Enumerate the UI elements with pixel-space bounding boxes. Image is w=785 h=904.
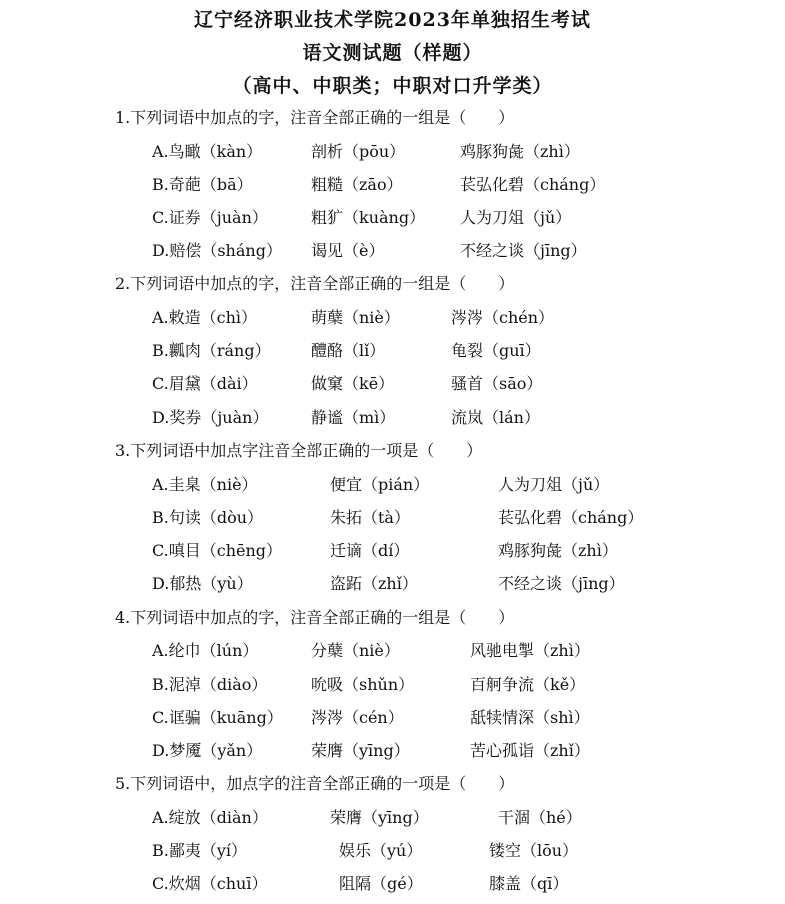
header-title-3: （高中、中职类；中职对口升学类） <box>232 75 553 97</box>
option-cell: 朱拓（tà） <box>330 508 410 527</box>
option-cell: 做窠（kē） <box>311 374 395 393</box>
option-cell: 不经之谈（jīng） <box>460 241 587 260</box>
option-cell: 百舸争流（kě） <box>470 675 586 694</box>
question-stem: 5.下列词语中，加点字的注音全部正确的一项是（ ） <box>115 774 515 793</box>
option-cell: C.诓骗（kuāng） <box>152 708 283 727</box>
option-cell: 涔涔（cén） <box>311 708 404 727</box>
option-cell: B.泥淖（diào） <box>152 675 268 694</box>
option-cell: 萌蘖（niè） <box>311 308 400 327</box>
option-cell: 人为刀俎（jǔ） <box>460 208 572 227</box>
option-cell: 盗跖（zhǐ） <box>330 574 418 593</box>
option-cell: C.嗔目（chēng） <box>152 541 283 560</box>
option-cell: C.眉黛（dài） <box>152 374 258 393</box>
option-cell: 苌弘化碧（cháng） <box>460 175 606 194</box>
option-cell: 龟裂（guī） <box>451 341 541 360</box>
option-cell: 醴酪（lǐ） <box>311 341 386 360</box>
option-cell: B.瓤肉（ráng） <box>152 341 271 360</box>
header-title-2: 语文测试题（样题） <box>302 42 483 64</box>
option-cell: 剖析（pōu） <box>311 142 406 161</box>
question-stem: 4.下列词语中加点的字，注音全部正确的一组是（ ） <box>115 608 515 627</box>
option-cell: 荣膺（yīng） <box>330 808 429 827</box>
header-title-1: 辽宁经济职业技术学院2023年单独招生考试 <box>194 9 591 31</box>
option-cell: A.绽放（diàn） <box>152 808 268 827</box>
option-cell: 荣膺（yīng） <box>311 741 410 760</box>
option-cell: B.句读（dòu） <box>152 508 264 527</box>
option-cell: D.赔偿（sháng） <box>152 241 282 260</box>
option-cell: 吮吸（shǔn） <box>311 675 415 694</box>
option-cell: A.圭臬（niè） <box>152 475 258 494</box>
option-cell: 静谧（mì） <box>311 408 396 427</box>
option-cell: 谒见（è） <box>311 241 385 260</box>
option-cell: 迁谪（dí） <box>330 541 410 560</box>
option-cell: B.奇葩（bā） <box>152 175 253 194</box>
option-cell: 分蘖（niè） <box>311 641 400 660</box>
option-cell: 人为刀俎（jǔ） <box>498 475 610 494</box>
option-cell: 鸡豚狗彘（zhì） <box>460 142 580 161</box>
option-cell: A.敕造（chì） <box>152 308 258 327</box>
option-cell: 粗糙（zāo） <box>311 175 403 194</box>
option-cell: 膝盖（qī） <box>489 874 569 893</box>
option-cell: 便宜（pián） <box>330 475 430 494</box>
option-cell: A.纶巾（lún） <box>152 641 259 660</box>
option-cell: 娱乐（yú） <box>339 841 423 860</box>
option-cell: 干涸（hé） <box>498 808 582 827</box>
option-cell: 苦心孤诣（zhǐ） <box>470 741 590 760</box>
option-cell: 不经之谈（jīng） <box>498 574 625 593</box>
option-cell: A.鸟瞰（kàn） <box>152 142 263 161</box>
option-cell: 鸡豚狗彘（zhì） <box>498 541 618 560</box>
option-cell: 阻隔（gé） <box>339 874 423 893</box>
option-cell: C.证券（juàn） <box>152 208 268 227</box>
option-cell: B.鄙夷（yí） <box>152 841 248 860</box>
question-stem: 3.下列词语中加点字注音全部正确的一项是（ ） <box>115 441 483 460</box>
option-cell: 舐犊情深（shì） <box>470 708 590 727</box>
option-cell: 苌弘化碧（cháng） <box>498 508 644 527</box>
option-cell: 涔涔（chén） <box>451 308 555 327</box>
option-cell: D.郁热（yù） <box>152 574 253 593</box>
option-cell: 骚首（sāo） <box>451 374 543 393</box>
option-cell: 粗犷（kuàng） <box>311 208 426 227</box>
option-cell: 风驰电掣（zhì） <box>470 641 590 660</box>
option-cell: 流岚（lán） <box>451 408 540 427</box>
option-cell: D.奖券（juàn） <box>152 408 269 427</box>
option-cell: 镂空（lōu） <box>489 841 579 860</box>
option-cell: C.炊烟（chuī） <box>152 874 268 893</box>
option-cell: D.梦魇（yǎn） <box>152 741 263 760</box>
question-stem: 2.下列词语中加点的字，注音全部正确的一组是（ ） <box>115 274 515 293</box>
question-stem: 1.下列词语中加点的字，注音全部正确的一组是（ ） <box>115 108 515 127</box>
